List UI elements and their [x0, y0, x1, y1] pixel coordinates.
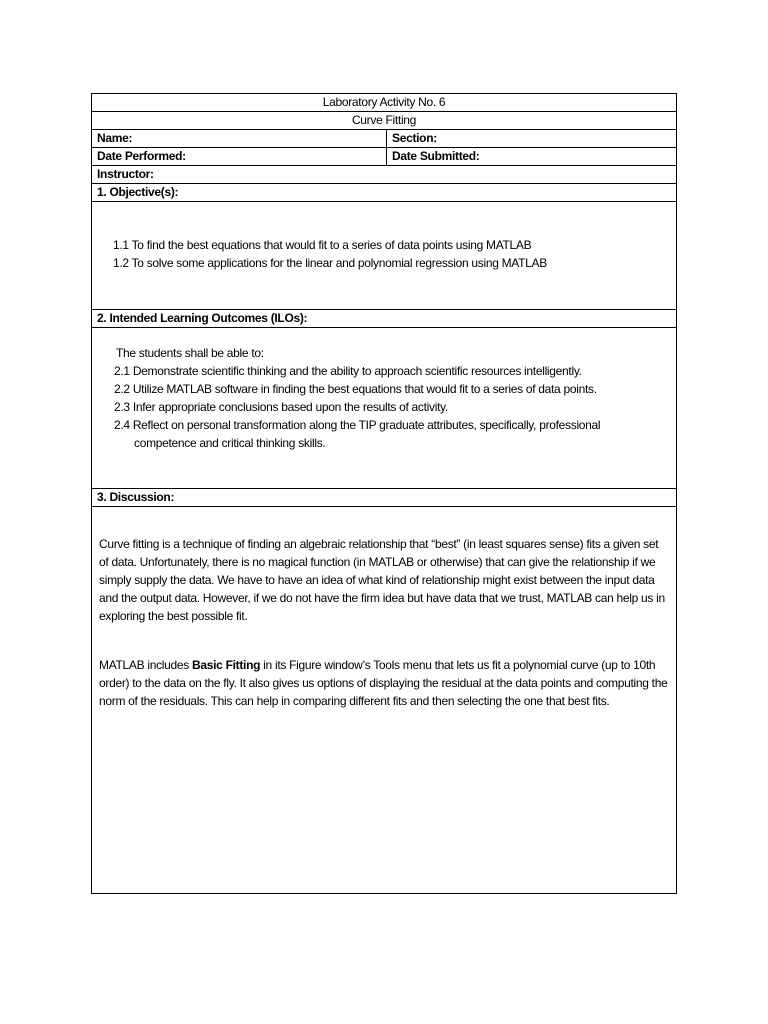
instructor-row: [92, 166, 677, 184]
ilo-item-line: 2.4 Reflect on personal transformation along the TIP graduate attributes, specifically, professional: [114, 418, 601, 432]
name-field-label: Name:: [92, 130, 387, 147]
ilos-body-row: [92, 328, 677, 489]
objectives-body-row: [92, 202, 677, 310]
objectives-body: [92, 202, 677, 309]
ilo-item: 2.2 Utilize MATLAB software in finding the best equations that would fit to a series of data points.: [114, 382, 597, 396]
objectives-heading: 1. Objective(s):: [92, 184, 677, 201]
ilo-item-continuation: competence and critical thinking skills.: [134, 436, 326, 450]
section-field-label: Section:: [387, 130, 677, 147]
instructor-label: Instructor:: [92, 166, 677, 183]
activity-title: Laboratory Activity No. 6: [92, 94, 677, 111]
ilos-heading-row: [92, 310, 677, 328]
discussion-heading-row: [92, 489, 677, 507]
objective-item: 1.1 To find the best equations that would fit to a series of data points using MATLAB: [113, 238, 532, 252]
ilo-item: 2.1 Demonstrate scientific thinking and the ability to approach scientific resources intelligently.: [114, 364, 582, 378]
objective-item: 1.2 To solve some applications for the linear and polynomial regression using MATLAB: [113, 256, 547, 270]
paragraph-text: in its Figure window’s Tools menu that lets us fit a polynomial curve (up to 10th order) to the data on the fly. It also gives us options of displaying the residual at the data points and computing the norm of the residuals. This can help in comparing different fits and then selecting the one that best fits.: [99, 658, 668, 708]
paragraph-text: MATLAB includes: [99, 658, 193, 672]
discussion-paragraph: Curve fitting is a technique of finding an algebraic relationship that “best” (in least squares sense) fits a given set of data. Unfortunately, there is no magical function (in MATLAB or otherwise) that can give the relationship if we simply supply the data. We have to have an idea of what kind of relationship might exist between the input data and the output data. However, if we do not have the firm idea but have data that we trust, MATLAB can help us in exploring the best possible fit.: [99, 537, 665, 623]
title-row: [92, 94, 677, 112]
ilo-item: 2.3 Infer appropriate conclusions based upon the results of activity.: [114, 400, 448, 414]
discussion-heading: 3. Discussion:: [92, 489, 677, 506]
lab-activity-form: [91, 93, 677, 894]
basic-fitting-keyword: Basic Fitting: [192, 658, 261, 672]
subject-title: Curve Fitting: [92, 112, 677, 129]
ilos-heading: 2. Intended Learning Outcomes (ILOs):: [92, 310, 677, 327]
ilo-item: [114, 416, 671, 452]
discussion-body-row: [92, 507, 677, 894]
objectives-list: [97, 202, 671, 272]
ilos-list: [97, 362, 671, 452]
ilos-body: [92, 328, 677, 488]
discussion-body: [92, 507, 677, 893]
discussion-paragraph: [97, 625, 671, 710]
name-section-row: [92, 130, 677, 148]
subject-row: [92, 112, 677, 130]
date-performed-label: Date Performed:: [92, 148, 387, 165]
objectives-heading-row: [92, 184, 677, 202]
date-submitted-label: Date Submitted:: [387, 148, 677, 165]
ilos-intro: The students shall be able to:: [116, 346, 264, 360]
dates-row: [92, 148, 677, 166]
